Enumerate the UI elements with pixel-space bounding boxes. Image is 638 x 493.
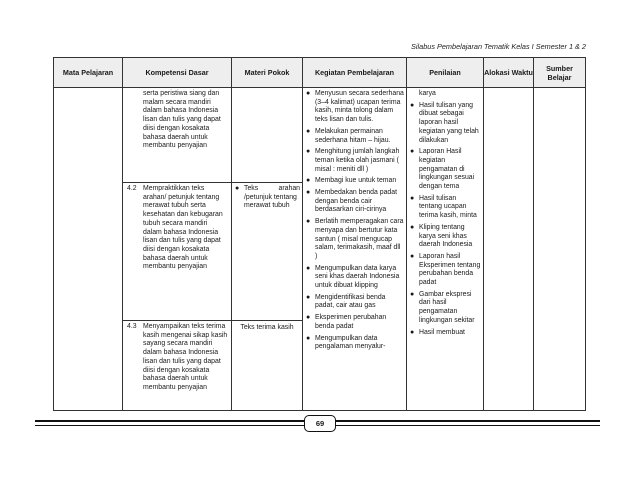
bullet-icon: ● — [410, 290, 415, 298]
kd-text: Mempraktikkan teks arahan/ petunjuk tentang merawat tubuh serta kesehatan dan kebugaran tubuh secara mandiri dalam bahasa Indonesia lisan dan tulis yang dapat diisi dengan kosakata bahasa daerah untuk membantu penyajian — [143, 185, 223, 271]
kd-number: 4.3 — [127, 323, 137, 330]
cell-kompetensi-dasar — [123, 321, 232, 411]
cell-kegiatan-pembelajaran — [303, 88, 407, 411]
cell-penilaian — [407, 88, 484, 411]
list-item: karya — [419, 90, 436, 97]
header-materi-pokok: Materi Pokok — [232, 58, 303, 88]
list-item: ● Hasil membuat — [410, 328, 465, 336]
cell-sumber-belajar — [534, 88, 586, 411]
bullet-icon: ● — [410, 252, 415, 260]
bullet-icon: ● — [410, 328, 415, 336]
bullet-icon: ● — [410, 223, 415, 231]
table-header-row — [54, 58, 586, 88]
materi-text: Teks terima kasih — [240, 324, 294, 331]
bullet-icon: ● — [306, 314, 311, 322]
list-item: ● Gambar ekspresi dari hasil pengamatan lingkungan sekitar — [410, 290, 475, 324]
cell-materi-pokok — [232, 88, 303, 183]
list-item: ● Eksperimen perubahan benda padat — [306, 314, 387, 330]
bullet-icon: ● — [306, 264, 311, 272]
header-alokasi-waktu: Alokasi Waktu — [484, 58, 534, 88]
bullet-icon: ● — [306, 127, 311, 135]
cell-kompetensi-dasar — [123, 183, 232, 321]
bullet-icon: ● — [410, 101, 415, 109]
list-item: ● Berlatih memperagakan cara menyapa dan bertutur kata santun ( misal mengucap salam, terimakasih, maaf dll ) — [306, 218, 404, 260]
list-item: ● Menyusun secara sederhana (3–4 kalimat) ucapan terima kasih, minta tolong dalam teks lisan dan tulis. — [306, 90, 404, 124]
cell-mata-pelajaran — [54, 88, 123, 411]
bullet-icon: ● — [306, 189, 311, 197]
list-item: ● Hasil tulisan yang dibuat sebagai laporan hasil kegiatan yang telah dilakukan — [410, 101, 479, 144]
list-item: ● Membedakan benda padat dengan benda cair berdasarkan ciri-cirinya — [306, 189, 397, 214]
bullet-icon: ● — [306, 293, 311, 301]
syllabus-table — [53, 57, 586, 411]
cell-kompetensi-dasar — [123, 88, 232, 183]
bullet-icon: ● — [235, 185, 240, 192]
header-mata-pelajaran: Mata Pelajaran — [54, 58, 123, 88]
list-item: ● Mengumpulkan data pengalaman menyalur- — [306, 334, 386, 351]
list-item: ● Mengidentifikasi benda padat, cair atau gas — [306, 293, 386, 310]
bullet-icon: ● — [306, 334, 311, 342]
cell-alokasi-waktu — [484, 88, 534, 411]
list-item: ● Hasil tulisan tentang ucapan terima kasih, minta — [410, 194, 477, 220]
running-header: Silabus Pembelajaran Tematik Kelas I Semester 1 & 2 — [411, 42, 586, 51]
bullet-icon: ● — [410, 194, 415, 202]
bullet-icon: ● — [306, 148, 311, 156]
header-sumber-belajar: Sumber Belajar — [534, 58, 586, 88]
bullet-icon: ● — [306, 177, 311, 185]
list-item: ● Mengumpulkan data karya seni khas daerah Indonesia untuk dibuat klipping — [306, 264, 400, 290]
kegiatan-list — [303, 88, 406, 352]
cell-materi-pokok — [232, 183, 303, 321]
bullet-icon: ● — [306, 218, 311, 226]
kd-continuation-text: serta peristiwa siang dan malam secara mandiri dalam bahasa Indonesia lisan dan tulis yang dapat diisi dengan kosakata bahasa daerah untuk membantu penyajian — [143, 90, 221, 150]
kd-number: 4.2 — [127, 185, 137, 192]
list-item: ● Kliping tentang karya seni khas daerah Indonesia — [410, 223, 473, 249]
list-item: ● Menghitung jumlah langkah teman ketika olah jasmani ( misal : meniti dll ) — [306, 148, 400, 173]
penilaian-list — [407, 88, 483, 337]
bullet-icon: ● — [410, 148, 415, 156]
bullet-icon: ● — [306, 90, 311, 97]
header-kompetensi-dasar: Kompetensi Dasar — [123, 58, 232, 88]
page-number: 69 — [304, 415, 336, 432]
list-item: ● Laporan Hasil kegiatan pengamatan di lingkungan sesuai dengan tema — [410, 148, 475, 191]
materi-word: arahan — [278, 185, 300, 192]
cell-materi-pokok — [232, 321, 303, 411]
header-kegiatan-pembelajaran: Kegiatan Pembelajaran — [303, 58, 407, 88]
table-row — [54, 88, 586, 183]
list-item: ● Laporan hasil Eksperimen tentang perubahan benda padat — [410, 252, 481, 287]
list-item: ● Melakukan permainan sederhana hitam – hijau. — [306, 127, 391, 144]
kd-text: Menyampaikan teks terima kasih mengenai sikap kasih sayang secara mandiri dalam bahasa Indonesia lisan dan tulis yang dapat diisi dengan kosakata bahasa daerah untuk membantu penyajian — [143, 323, 228, 391]
header-penilaian: Penilaian — [407, 58, 484, 88]
materi-word: Teks — [244, 185, 259, 192]
materi-text: /petunjuk tentang merawat tubuh — [244, 193, 297, 210]
list-item: ● Membagi kue untuk teman — [306, 177, 397, 185]
